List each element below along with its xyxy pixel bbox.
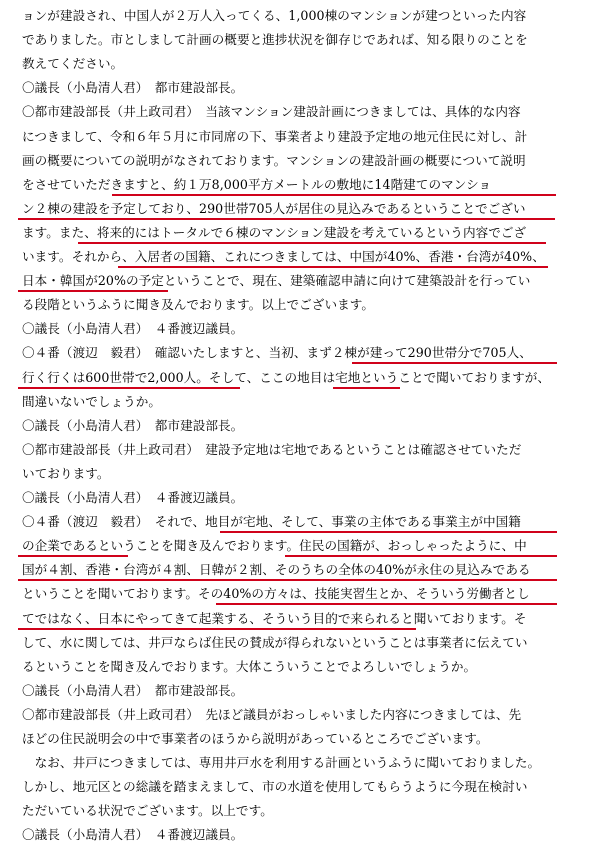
text-line: てではなく、日本にやってきて起業する、そういう目的で来られると聞いております。そ [22,610,527,626]
red-underline [333,387,400,389]
text-line: ョンが建設され、中国人が２万人入ってくる、1,000棟のマンションが建つといった内容 [22,8,527,23]
text-line: をさせていただきますと、約１万8,000平方メートルの敷地に14階建てのマンショ [22,176,492,192]
text-line: る段階というふうに聞き及んでおります。以上でございます。 [22,297,375,313]
text-line: ほどの住民説明会の中で事業者のほうから説明があっているところでございます。 [22,731,489,746]
text-line: なお、井戸につきましては、専用井戸水を利用する計画というふうに聞いておりました。 [22,755,541,771]
red-underline [18,290,168,292]
text-line: いております。 [22,465,110,481]
red-underline [118,266,548,268]
text-line: ということを聞いております。その40%の方々は、技能実習生とか、そういう労働者とし [22,586,530,602]
text-line: ただいている状況でございます。以上です。 [22,803,273,819]
text-line: しかし、地元区との総議を踏まえまして、市の水道を使用してもらうように今現在検討い [22,779,528,795]
text-line: 〇議長（小島清人君） 都市建設部長。 [22,80,244,96]
red-underline [18,387,240,389]
text-line: 〇都市建設部長（井上政司君） 当該マンション建設計画につきましては、具体的な内容 [22,104,521,120]
text-line: 〇議長（小島清人君） ４番渡辺議員。 [22,321,244,337]
text-line: 〇議長（小島清人君） ４番渡辺議員。 [22,827,244,843]
text-line: るということを聞き及んでおります。大体こういうことでよろしいでしょうか。 [22,658,477,674]
text-line: 行く行くは600世帯で2,000人。そして、ここの地目は宅地ということで聞いておりますが、 [22,369,551,385]
text-line: 〇４番（渡辺 毅君） それで、地目が宅地、そして、事業の主体である事業主が中国籍 [22,514,521,530]
red-underline [18,218,555,220]
red-underline [285,555,557,557]
red-underline [18,579,557,581]
red-underline [18,628,416,630]
text-line: の企業であるということを聞き及んでおります。住民の国籍が、おっしゃったように、中 [22,538,527,554]
text-line: して、水に関しては、井戸ならば住民の賛成が得られないということは事業者に伝えてい [22,634,528,650]
red-underline [352,362,557,364]
red-underline [220,531,557,533]
red-underline [216,603,557,605]
text-line: 画の概要についての説明がなされております。マンションの建設計画の概要について説明 [22,152,526,168]
text-line: 国が４割、香港・台湾が４割、日韓が２割、そのうちの全体の40%が永住の見込みである [22,562,531,578]
text-line: 〇４番（渡辺 毅君） 確認いたしますと、当初、まず２棟が建って290世帯分で705人、 [22,345,532,361]
text-line: ン２棟の建設を予定しており、290世帯705人が居住の見込みであるということでござい [22,200,526,216]
red-underline [78,242,546,244]
text-line: 教えてください。 [22,56,124,72]
text-line: につきまして、令和６年５月に市同席の下、事業者より建設予定地の地元住民に対し、計 [22,128,528,144]
text-line: 〇議長（小島清人君） ４番渡辺議員。 [22,490,244,505]
text-line: ます。また、将来的にはトータルで６棟のマンション建設を考えているという内容でござ [22,224,527,240]
text-line: でありました。市としまして計画の概要と進捗状況を御存じであれば、知る限りのことを [22,32,528,48]
text-line: 日本・韓国が20%の予定ということで、現在、建築確認申請に向けて建築設計を行ってい [22,273,531,289]
red-underline [18,555,128,557]
red-underline [112,194,556,196]
text-line: 〇議長（小島清人君） 都市建設部長。 [22,417,244,433]
text-line: 〇議長（小島清人君） 都市建設部長。 [22,682,244,698]
text-line: 〇都市建設部長（井上政司君） 建設予定地は宅地であるということは確認させていただ [22,441,522,457]
text-line: 間違いないでしょうか。 [22,393,162,409]
text-line: 〇都市建設部長（井上政司君） 先ほど議員がおっしゃいました内容につきましては、先 [22,706,522,722]
text-line: います。それから、入居者の国籍、これにつきましては、中国が40%、香港・台湾が40%、 [22,249,545,264]
